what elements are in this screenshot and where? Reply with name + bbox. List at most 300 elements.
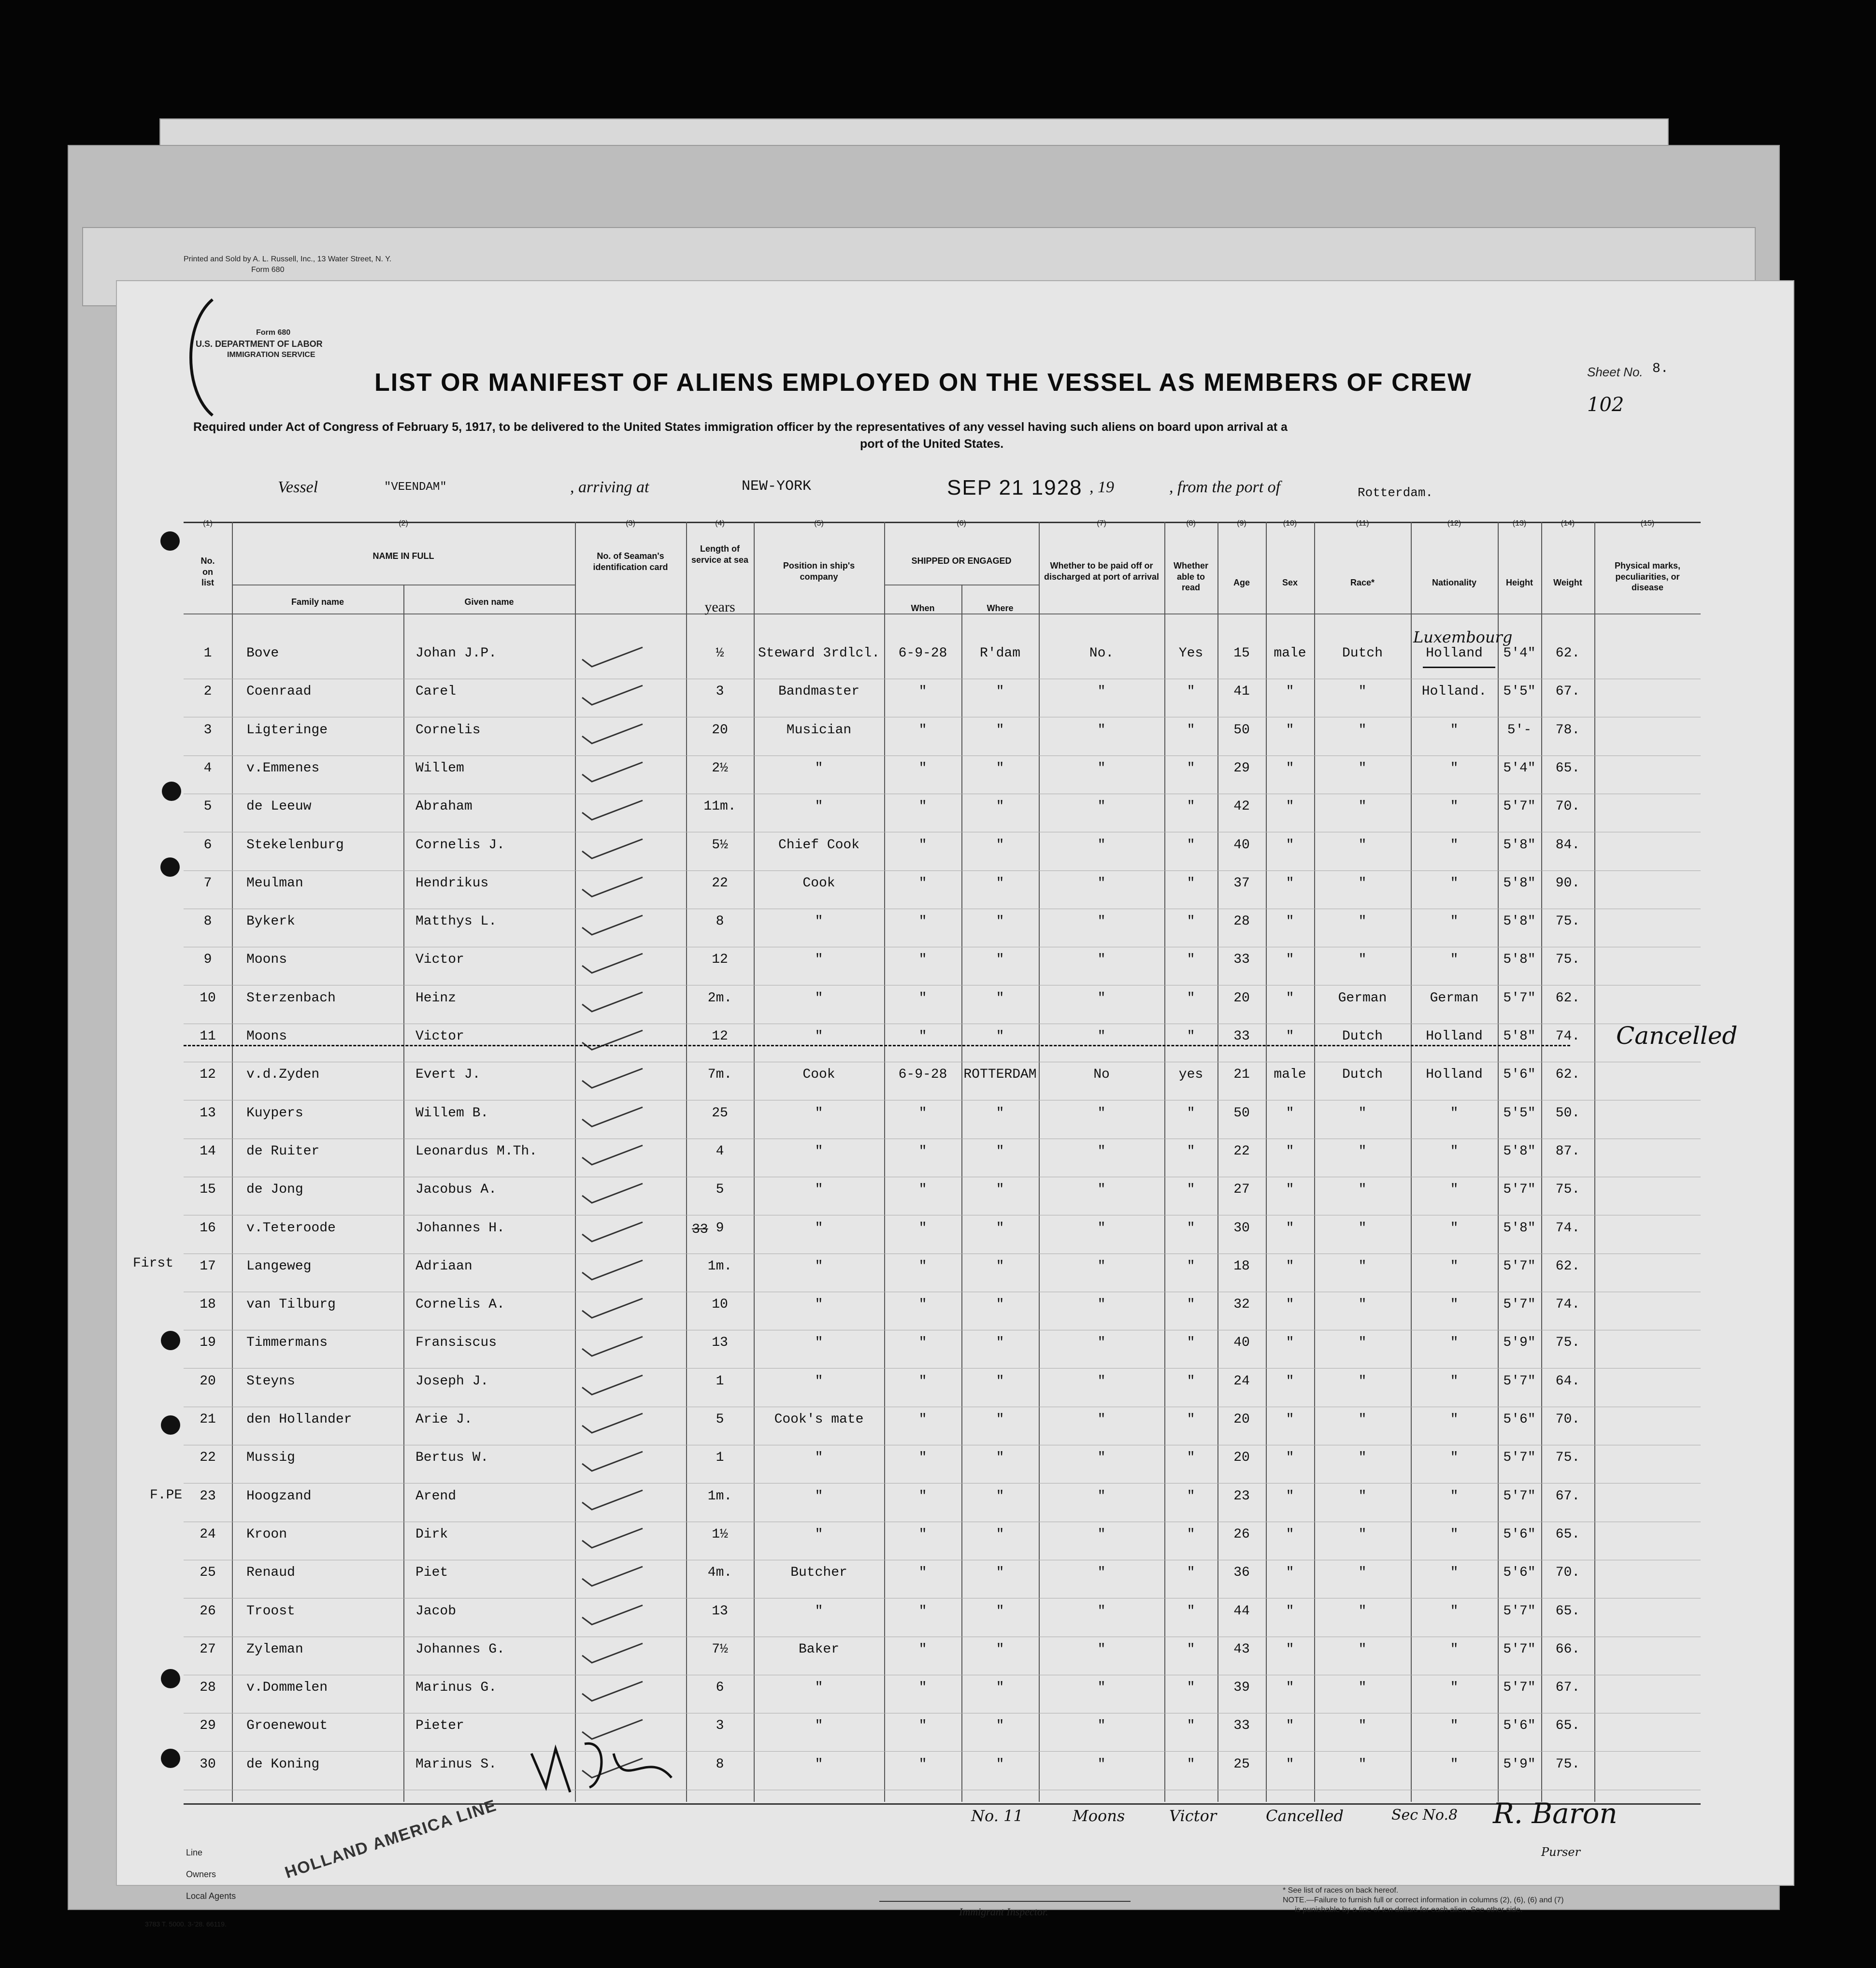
cell-years: 2m.: [707, 990, 732, 1006]
cell-weight: 74.: [1555, 1220, 1580, 1236]
cell-sex: ": [1286, 1335, 1294, 1351]
footer-note-1: NOTE.—Failure to furnish full or correct information in columns (2), (6), (6) and (7): [1283, 1896, 1564, 1904]
cell-where: ": [996, 1220, 1004, 1236]
cell-years: 6: [716, 1680, 724, 1696]
punch-hole: [161, 1669, 180, 1688]
cell-no: 6: [203, 837, 212, 853]
inspector-signature-line: [879, 1901, 1131, 1902]
cell-weight: 75.: [1555, 1335, 1580, 1351]
cell-weight: 66.: [1555, 1641, 1580, 1657]
cell-paid: ": [1097, 1182, 1106, 1198]
cell-nat: ": [1450, 1603, 1459, 1619]
cell-family: Meulman: [246, 875, 303, 891]
cell-when: ": [918, 1718, 927, 1734]
cancel-note-given: Victor: [1169, 1807, 1217, 1825]
col-header-position: Position in ship's company: [783, 561, 855, 582]
cell-height: 5'5": [1503, 1105, 1536, 1121]
cell-read: ": [1187, 1756, 1195, 1772]
cell-height: 5'4": [1503, 646, 1536, 661]
cell-read: ": [1187, 1718, 1195, 1734]
cell-position: ": [815, 1182, 823, 1198]
punch-hole: [162, 782, 181, 801]
cell-race: ": [1358, 1718, 1367, 1734]
cell-where: ": [996, 760, 1004, 776]
cell-paid: ": [1097, 1718, 1106, 1734]
punch-hole: [161, 1415, 180, 1435]
col-header-paid: Whether to be paid off or discharged at port of arrival: [1044, 561, 1160, 582]
col-header-race: Race*: [1350, 578, 1375, 587]
cell-height: 5'-: [1507, 722, 1532, 738]
cell-age: 44: [1233, 1603, 1250, 1619]
cell-where: ": [996, 1143, 1004, 1159]
col-header-no: No. on list: [200, 556, 215, 587]
cell-sex: ": [1286, 799, 1294, 814]
cell-years: 9: [716, 1220, 724, 1236]
cell-sex: ": [1286, 1373, 1294, 1389]
nationality-strike: [1423, 667, 1495, 668]
cell-years: 13: [712, 1335, 728, 1351]
cell-position: ": [815, 799, 823, 814]
col-number: (5): [814, 519, 824, 528]
cell-read: ": [1187, 722, 1195, 738]
printer-line: Printed and Sold by A. L. Russell, Inc., 13 Water Street, N. Y.: [184, 255, 392, 263]
cell-sex: ": [1286, 914, 1294, 929]
cell-given: Jacob: [415, 1603, 457, 1619]
cell-when: ": [918, 1756, 927, 1772]
cell-given: Arie J.: [415, 1412, 473, 1427]
cell-no: 13: [200, 1105, 216, 1121]
cell-no: 21: [200, 1412, 216, 1427]
cell-read: ": [1187, 990, 1195, 1006]
check-mark: [580, 645, 645, 669]
cell-nat: ": [1450, 1756, 1459, 1772]
cell-when: ": [918, 1182, 927, 1198]
column-rule: [1498, 522, 1499, 1802]
cell-weight: 62.: [1555, 1258, 1580, 1274]
cell-position: ": [815, 1526, 823, 1542]
cell-where: ": [996, 799, 1004, 814]
cell-no: 5: [203, 799, 212, 814]
cell-no: 7: [203, 875, 212, 891]
column-rule: [961, 585, 962, 1802]
cell-paid: No.: [1089, 646, 1114, 661]
sheet-label: Sheet No.: [1587, 365, 1643, 379]
cell-nat: ": [1450, 1182, 1459, 1198]
cell-read: ": [1187, 1373, 1195, 1389]
cell-height: 5'8": [1503, 914, 1536, 929]
cell-given: Cornelis A.: [415, 1297, 505, 1312]
cell-where: ": [996, 1641, 1004, 1657]
cell-where: ": [996, 1680, 1004, 1696]
cell-family: Coenraad: [246, 684, 312, 699]
column-rule: [1266, 522, 1267, 1802]
col-header-where: Where: [987, 603, 1014, 613]
line-stamp: HOLLAND AMERICA LINE: [283, 1796, 499, 1882]
cell-height: 5'6": [1503, 1067, 1536, 1083]
cell-paid: ": [1097, 1143, 1106, 1159]
cell-where: ": [996, 1718, 1004, 1734]
check-mark: [580, 1143, 645, 1167]
cell-race: ": [1358, 837, 1367, 853]
arrival-date-stamp: SEP 21 1928: [947, 476, 1083, 499]
sheet-number: 8.: [1652, 361, 1669, 376]
cell-no: 2: [203, 684, 212, 699]
cell-when: ": [918, 1565, 927, 1581]
cell-position: ": [815, 1029, 823, 1044]
cell-years: 1: [716, 1450, 724, 1466]
col-number: (14): [1561, 519, 1575, 528]
cell-race: German: [1338, 990, 1387, 1006]
cell-years: 11m.: [703, 799, 736, 814]
cell-years: 2½: [712, 760, 728, 776]
from-label: , from the port of: [1169, 478, 1281, 496]
cell-given: Arend: [415, 1488, 457, 1504]
cell-age: 18: [1233, 1258, 1250, 1274]
cancel-note-status: Cancelled: [1266, 1807, 1344, 1825]
cell-sex: ": [1286, 1297, 1294, 1312]
crew-table: [184, 522, 1701, 1805]
cell-age: 15: [1233, 646, 1250, 661]
left-margin-bracket: [179, 295, 222, 420]
cell-read: ": [1187, 799, 1195, 814]
cell-when: ": [918, 760, 927, 776]
cell-sex: ": [1286, 875, 1294, 891]
cell-family: Ligteringe: [246, 722, 328, 738]
cell-no: 14: [200, 1143, 216, 1159]
cell-nat: Holland.: [1421, 684, 1487, 699]
cell-where: ": [996, 1335, 1004, 1351]
cell-no: 12: [200, 1067, 216, 1083]
cell-race: ": [1358, 1565, 1367, 1581]
cell-when: 6-9-28: [898, 1067, 947, 1083]
cell-paid: ": [1097, 760, 1106, 776]
cell-read: ": [1187, 760, 1195, 776]
check-mark: [580, 1181, 645, 1205]
cell-when: ": [918, 684, 927, 699]
cell-years: 20: [712, 722, 728, 738]
cell-given: Fransiscus: [415, 1335, 497, 1351]
cell-sex: ": [1286, 1488, 1294, 1504]
cell-given: Johannes H.: [415, 1220, 505, 1236]
cell-race: ": [1358, 1220, 1367, 1236]
cell-given: Piet: [415, 1565, 448, 1581]
dept-form: Form 680: [256, 328, 291, 337]
purser-signature: R. Baron: [1493, 1797, 1618, 1830]
cell-weight: 75.: [1555, 1450, 1580, 1466]
cancel-note-family: Moons: [1073, 1807, 1125, 1825]
cell-sex: ": [1286, 1105, 1294, 1121]
cell-where: ": [996, 990, 1004, 1006]
cell-sex: ": [1286, 1641, 1294, 1657]
cell-when: ": [918, 1641, 927, 1657]
cell-weight: 62.: [1555, 990, 1580, 1006]
col-header-height: Height: [1506, 578, 1533, 587]
cell-race: ": [1358, 875, 1367, 891]
cell-age: 50: [1233, 1105, 1250, 1121]
cell-when: ": [918, 1335, 927, 1351]
cell-race: ": [1358, 914, 1367, 929]
cell-years: 4: [716, 1143, 724, 1159]
cell-given: Victor: [415, 1029, 464, 1044]
cell-paid: ": [1097, 1412, 1106, 1427]
cell-sex: ": [1286, 1565, 1294, 1581]
col-header-card: No. of Seaman's identification card: [593, 551, 668, 572]
cell-years: 5½: [712, 837, 728, 853]
col-header-when: When: [911, 603, 935, 613]
cell-where: ": [996, 684, 1004, 699]
cell-position: Baker: [798, 1641, 840, 1657]
cell-position: ": [815, 990, 823, 1006]
required-notice: Required under Act of Congress of February 5, 1917, to be delivered to the United States immigration officer by the representatives of any vessel having such aliens on board upon arrival at a: [193, 420, 1288, 434]
cell-given: Matthys L.: [415, 914, 497, 929]
cell-when: ": [918, 1258, 927, 1274]
cell-paid: ": [1097, 1373, 1106, 1389]
check-mark: [580, 1411, 645, 1435]
cell-position: ": [815, 1488, 823, 1504]
cell-no: 19: [200, 1335, 216, 1351]
cell-sex: ": [1286, 1029, 1294, 1044]
cell-years: 1m.: [707, 1258, 732, 1274]
cell-when: ": [918, 1603, 927, 1619]
check-mark: [580, 1334, 645, 1358]
cell-given: Abraham: [415, 799, 473, 814]
cell-height: 5'8": [1503, 1029, 1536, 1044]
col-number: (13): [1512, 519, 1527, 528]
cell-weight: 67.: [1555, 1488, 1580, 1504]
cell-height: 5'4": [1503, 760, 1536, 776]
col-number: (6): [957, 519, 966, 528]
cell-read: ": [1187, 1526, 1195, 1542]
cell-weight: 70.: [1555, 1412, 1580, 1427]
cell-paid: ": [1097, 1335, 1106, 1351]
column-rule: [686, 522, 687, 1802]
cell-family: Langeweg: [246, 1258, 312, 1274]
cell-height: 5'7": [1503, 1488, 1536, 1504]
col-number: (3): [626, 519, 635, 528]
cell-weight: 90.: [1555, 875, 1580, 891]
cell-nat: ": [1450, 1412, 1459, 1427]
cell-nat: ": [1450, 1105, 1459, 1121]
cell-nat: ": [1450, 1565, 1459, 1581]
cell-position: ": [815, 952, 823, 968]
cell-no: 22: [200, 1450, 216, 1466]
cell-position: ": [815, 1335, 823, 1351]
punch-hole: [161, 1749, 180, 1768]
cell-when: ": [918, 1029, 927, 1044]
cell-weight: 75.: [1555, 1182, 1580, 1198]
check-mark: [580, 1373, 645, 1397]
cell-position: Butcher: [790, 1565, 847, 1581]
cell-sex: ": [1286, 1603, 1294, 1619]
cell-height: 5'6": [1503, 1526, 1536, 1542]
cell-age: 36: [1233, 1565, 1250, 1581]
cell-sex: ": [1286, 1680, 1294, 1696]
cell-race: ": [1358, 1143, 1367, 1159]
check-mark: [580, 875, 645, 899]
vessel-label: Vessel: [278, 478, 318, 496]
cell-where: ": [996, 914, 1004, 929]
cell-nat: ": [1450, 722, 1459, 738]
cell-family: de Ruiter: [246, 1143, 320, 1159]
cell-age: 40: [1233, 1335, 1250, 1351]
year-label: , 19: [1089, 478, 1114, 496]
cell-no: 8: [203, 914, 212, 929]
cell-weight: 78.: [1555, 722, 1580, 738]
cell-family: Moons: [246, 952, 287, 968]
col-header-service: Length of service at sea: [691, 544, 749, 565]
cell-sex: male: [1274, 646, 1306, 661]
agents-label: Local Agents: [186, 1891, 236, 1901]
cell-race: ": [1358, 722, 1367, 738]
check-mark: [580, 683, 645, 707]
cell-when: ": [918, 914, 927, 929]
cell-no: 30: [200, 1756, 216, 1772]
col-header-family: Family name: [291, 597, 344, 607]
cell-race: ": [1358, 1488, 1367, 1504]
cell-where: ": [996, 1450, 1004, 1466]
cell-age: 33: [1233, 1718, 1250, 1734]
cell-age: 41: [1233, 684, 1250, 699]
cell-height: 5'7": [1503, 1297, 1536, 1312]
cell-when: ": [918, 1450, 927, 1466]
cell-years: 5: [716, 1182, 724, 1198]
cell-when: ": [918, 1488, 927, 1504]
cell-position: ": [815, 1603, 823, 1619]
cell-years: 7m.: [707, 1067, 732, 1083]
cell-family: Troost: [246, 1603, 295, 1619]
check-mark: [580, 760, 645, 784]
cell-age: 50: [1233, 722, 1250, 738]
check-mark: [580, 913, 645, 937]
column-rule: [232, 522, 233, 1802]
cell-age: 30: [1233, 1220, 1250, 1236]
cell-paid: ": [1097, 837, 1106, 853]
cell-family: de Koning: [246, 1756, 320, 1772]
cell-weight: 75.: [1555, 952, 1580, 968]
cell-position: ": [815, 760, 823, 776]
cell-when: ": [918, 875, 927, 891]
cell-read: ": [1187, 1412, 1195, 1427]
cell-race: ": [1358, 1297, 1367, 1312]
cell-position: ": [815, 1756, 823, 1772]
cell-years: ½: [716, 646, 724, 661]
cell-no: 29: [200, 1718, 216, 1734]
cell-sex: ": [1286, 1182, 1294, 1198]
cell-age: 42: [1233, 799, 1250, 814]
cell-sex: ": [1286, 837, 1294, 853]
cancel-note-no: No. 11: [971, 1807, 1023, 1825]
cell-where: ": [996, 722, 1004, 738]
cell-position: ": [815, 1220, 823, 1236]
cell-nat: Holland: [1426, 646, 1483, 661]
cell-nat: ": [1450, 1258, 1459, 1274]
cell-given: Leonardus M.Th.: [415, 1143, 538, 1159]
cell-when: ": [918, 1220, 927, 1236]
cell-race: ": [1358, 1756, 1367, 1772]
cell-family: Moons: [246, 1029, 287, 1044]
cell-when: ": [918, 1412, 927, 1427]
cell-when: ": [918, 799, 927, 814]
race-note: * See list of races on back hereof.: [1283, 1886, 1399, 1895]
cell-family: v.d.Zyden: [246, 1067, 320, 1083]
cell-nat: ": [1450, 952, 1459, 968]
cell-race: ": [1358, 1182, 1367, 1198]
col-header-weight: Weight: [1553, 578, 1582, 587]
cell-years: 13: [712, 1603, 728, 1619]
cell-race: Dutch: [1342, 646, 1383, 661]
cell-weight: 65.: [1555, 1603, 1580, 1619]
cell-nat: ": [1450, 799, 1459, 814]
cell-race: ": [1358, 1526, 1367, 1542]
cell-paid: ": [1097, 914, 1106, 929]
check-mark: [580, 1105, 645, 1129]
col-number: (9): [1237, 519, 1246, 528]
cell-race: ": [1358, 1680, 1367, 1696]
cell-nat: Holland: [1426, 1067, 1483, 1083]
cell-years: 8: [716, 1756, 724, 1772]
cell-race: ": [1358, 684, 1367, 699]
cell-paid: ": [1097, 1488, 1106, 1504]
cell-no: 20: [200, 1373, 216, 1389]
cell-sex: ": [1286, 1526, 1294, 1542]
cell-given: Marinus S.: [415, 1756, 497, 1772]
page-title: LIST OR MANIFEST OF ALIENS EMPLOYED ON THE VESSEL AS MEMBERS OF CREW: [374, 369, 1472, 397]
cell-family: Kroon: [246, 1526, 287, 1542]
cell-when: ": [918, 1680, 927, 1696]
col-number: (4): [715, 519, 725, 528]
cell-age: 21: [1233, 1067, 1250, 1083]
cell-no: 15: [200, 1182, 216, 1198]
column-rule: [754, 522, 755, 1802]
cell-height: 5'7": [1503, 1641, 1536, 1657]
cell-read: ": [1187, 1603, 1195, 1619]
cell-height: 5'7": [1503, 1450, 1536, 1466]
column-rule: [1541, 522, 1542, 1802]
cell-no: 26: [200, 1603, 216, 1619]
cell-weight: 50.: [1555, 1105, 1580, 1121]
cell-family: Sterzenbach: [246, 990, 336, 1006]
cell-where: ": [996, 1297, 1004, 1312]
cell-age: 43: [1233, 1641, 1250, 1657]
cell-race: ": [1358, 760, 1367, 776]
cell-race: ": [1358, 1335, 1367, 1351]
dept-service: IMMIGRATION SERVICE: [227, 351, 315, 359]
cell-nat: ": [1450, 1297, 1459, 1312]
column-rule: [1164, 522, 1165, 1802]
cell-age: 20: [1233, 990, 1250, 1006]
cell-given: Evert J.: [415, 1067, 481, 1083]
cell-age: 25: [1233, 1756, 1250, 1772]
cell-weight: 67.: [1555, 684, 1580, 699]
cell-read: ": [1187, 1297, 1195, 1312]
cell-read: ": [1187, 952, 1195, 968]
cell-nat: ": [1450, 1335, 1459, 1351]
cell-race: ": [1358, 1373, 1367, 1389]
cell-paid: ": [1097, 1220, 1106, 1236]
cell-given: Adriaan: [415, 1258, 473, 1274]
cell-read: ": [1187, 1450, 1195, 1466]
cell-family: de Jong: [246, 1182, 303, 1198]
cell-where: ": [996, 952, 1004, 968]
cell-height: 5'7": [1503, 1680, 1536, 1696]
cell-race: ": [1358, 1105, 1367, 1121]
cell-height: 5'7": [1503, 1258, 1536, 1274]
cell-family: Bykerk: [246, 914, 295, 929]
cell-no: 24: [200, 1526, 216, 1542]
column-rule: [1039, 522, 1040, 1802]
cell-height: 5'6": [1503, 1565, 1536, 1581]
footer-note-2: is punishable by a fine of ten dollars for each alien. See other side.: [1295, 1906, 1523, 1914]
